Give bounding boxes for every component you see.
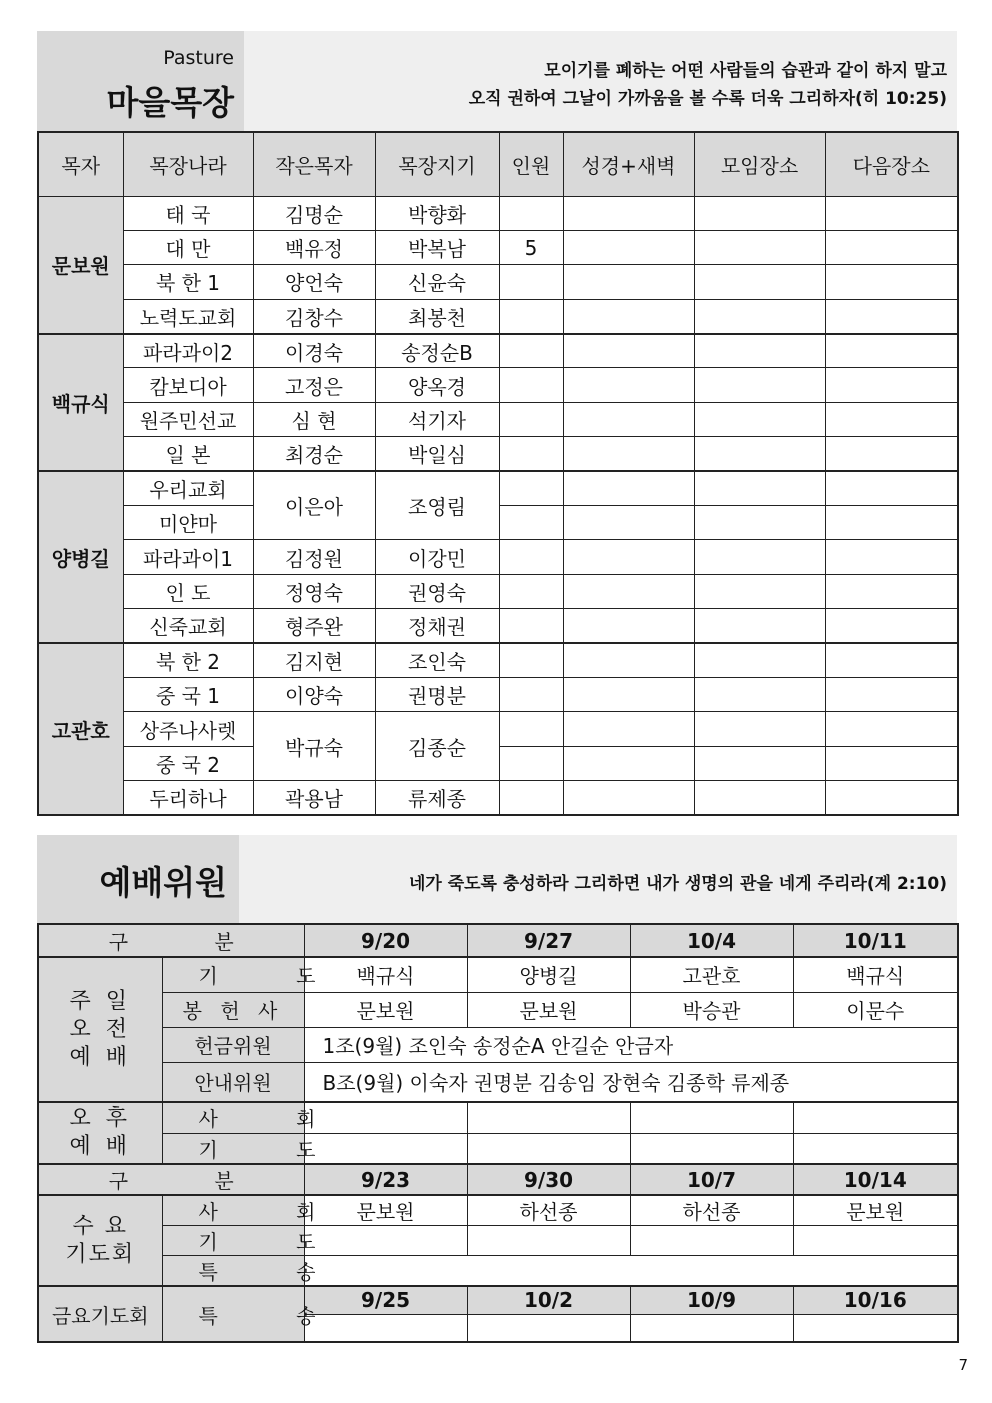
next-place-cell [825,609,958,643]
country-cell: 태 국 [123,196,253,230]
pastor-cell: 고관호 [38,643,123,815]
bible-cell [563,368,694,402]
keeper-cell: 정채권 [375,609,499,643]
keeper-cell: 송정순B [375,334,499,368]
section2-verse: 네가 죽도록 충성하라 그리하면 내가 생명의 관을 네게 주리라(계 2:10) [408,874,947,894]
pasture-header-row [38,132,958,196]
gubun-label: 구 분 [38,924,304,957]
section1-header [37,31,957,131]
empty-cell [630,1314,793,1342]
country-cell: 대 만 [123,230,253,264]
place-cell [694,643,825,677]
count-cell [499,334,563,368]
table-row [38,643,958,677]
place-cell [694,368,825,402]
table-row [38,992,958,1027]
place-cell [694,265,825,299]
count-cell [499,265,563,299]
keeper-cell: 석기자 [375,402,499,436]
sub-pastor-cell: 김창수 [253,299,375,333]
next-place-cell [825,746,958,780]
next-place-cell [825,540,958,574]
country-cell: 캄보디아 [123,368,253,402]
date-cell: 9/23 [304,1164,467,1195]
bible-cell [563,540,694,574]
col-sub-pastor: 작은목자 [253,132,375,196]
sub-pastor-cell: 김명순 [253,196,375,230]
table-row [38,471,958,505]
date-cell: 10/14 [793,1164,958,1195]
keeper-cell: 조영림 [375,471,499,540]
date-cell: 9/20 [304,924,467,957]
table-row [38,781,958,815]
sub-pastor-cell: 백유정 [253,230,375,264]
keeper-cell: 박향화 [375,196,499,230]
table-row [38,957,958,992]
sub-pastor-cell: 박규숙 [253,712,375,781]
next-place-cell [825,402,958,436]
count-cell [499,643,563,677]
section1-eng-title: Pasture [163,47,234,69]
keeper-cell: 박일심 [375,437,499,471]
table-row [38,402,958,436]
table-row [38,299,958,333]
special-label: 특 송 [162,1286,304,1342]
next-place-cell [825,299,958,333]
wed-label: 수 요 기도회 [38,1195,162,1286]
section1-verse-line2: 오직 권하여 그날이 가까움을 볼 수록 더욱 그리하자(히 10:25) [468,89,947,109]
next-place-cell [825,574,958,608]
count-cell [499,540,563,574]
count-cell [499,609,563,643]
place-cell [694,540,825,574]
host-cell: 문보원 [793,1195,958,1226]
place-cell [694,402,825,436]
table-row [38,1102,958,1133]
sub-pastor-cell: 이은아 [253,471,375,540]
section1-title: 마을목장 [106,83,234,122]
keeper-cell: 류제종 [375,781,499,815]
bible-cell [563,677,694,711]
special-label: 특 송 [162,1256,304,1287]
usher-label: 안내위원 [162,1062,304,1102]
offering-cell: 박승관 [630,992,793,1027]
country-cell: 중 국 1 [123,677,253,711]
empty-cell [793,1133,958,1164]
col-keeper: 목장지기 [375,132,499,196]
place-cell [694,230,825,264]
count-cell [499,712,563,746]
count-cell [499,299,563,333]
count-cell: 5 [499,230,563,264]
empty-cell [304,1256,958,1287]
section1-verse-line1: 모이기를 폐하는 어떤 사람들의 습관과 같이 하지 말고 [544,61,947,81]
offering-cell: 이문수 [793,992,958,1027]
sub-pastor-cell: 양언숙 [253,265,375,299]
country-cell: 파라과이2 [123,334,253,368]
next-place-cell [825,265,958,299]
sunday-date-row [38,924,958,957]
table-row [38,1062,958,1102]
place-cell [694,574,825,608]
section1-title-box [37,31,244,131]
keeper-cell: 최봉천 [375,299,499,333]
next-place-cell [825,230,958,264]
keeper-cell: 양옥경 [375,368,499,402]
offering-cell: 문보원 [467,992,630,1027]
table-row [38,574,958,608]
place-cell [694,677,825,711]
count-cell [499,781,563,815]
sub-pastor-cell: 심 현 [253,402,375,436]
prayer-cell: 양병길 [467,957,630,992]
country-cell: 신죽교회 [123,609,253,643]
page-number: 7 [958,1356,968,1374]
keeper-cell: 이강민 [375,540,499,574]
table-row [38,609,958,643]
next-place-cell [825,334,958,368]
empty-cell [630,1133,793,1164]
host-label: 사 회 [162,1195,304,1226]
next-place-cell [825,712,958,746]
place-cell [694,712,825,746]
empty-cell [467,1133,630,1164]
next-place-cell [825,677,958,711]
next-place-cell [825,471,958,505]
prayer-cell: 백규식 [304,957,467,992]
keeper-cell: 권영숙 [375,574,499,608]
col-pastor: 목자 [38,132,123,196]
count-cell [499,368,563,402]
col-country: 목장나라 [123,132,253,196]
count-cell [499,196,563,230]
bible-cell [563,299,694,333]
place-cell [694,334,825,368]
money-label: 헌금위원 [162,1027,304,1062]
sub-pastor-cell: 정영숙 [253,574,375,608]
sub-pastor-cell: 김정원 [253,540,375,574]
bible-cell [563,196,694,230]
pastor-cell: 백규식 [38,334,123,472]
place-cell [694,746,825,780]
sub-pastor-cell: 이경숙 [253,334,375,368]
pastor-cell: 문보원 [38,196,123,334]
bible-cell [563,781,694,815]
sub-pastor-cell: 형주완 [253,609,375,643]
bible-cell [563,746,694,780]
country-cell: 인 도 [123,574,253,608]
next-place-cell [825,437,958,471]
country-cell: 상주나사렛 [123,712,253,746]
table-row [38,1195,958,1226]
empty-cell [467,1314,630,1342]
place-cell [694,196,825,230]
bible-cell [563,437,694,471]
money-members: 1조(9월) 조인숙 송정순A 안길순 안금자 [304,1027,958,1062]
count-cell [499,471,563,505]
country-cell: 북 한 1 [123,265,253,299]
place-cell [694,781,825,815]
table-row [38,677,958,711]
host-cell: 문보원 [304,1195,467,1226]
offering-label: 봉 헌 사 [162,992,304,1027]
table-row [38,334,958,368]
empty-cell [467,1226,630,1256]
fri-date-row [38,1286,958,1314]
bible-cell [563,230,694,264]
section2-title: 예배위원 [99,863,227,902]
next-place-cell [825,506,958,540]
place-cell [694,299,825,333]
empty-cell [793,1226,958,1256]
bible-cell [563,643,694,677]
col-bible: 성경+새벽 [563,132,694,196]
bible-cell [563,471,694,505]
empty-cell [467,1102,630,1133]
host-cell: 하선종 [630,1195,793,1226]
date-cell: 9/25 [304,1286,467,1314]
table-row [38,230,958,264]
gubun-label: 구 분 [38,1164,304,1195]
count-cell [499,746,563,780]
section2-verse-box [239,835,957,923]
table-row [38,437,958,471]
pastor-cell: 양병길 [38,471,123,643]
usher-members: B조(9월) 이숙자 권명분 김송임 장현숙 김종학 류제종 [304,1062,958,1102]
sub-pastor-cell: 곽용남 [253,781,375,815]
table-row [38,368,958,402]
fri-label: 금요기도회 [38,1286,162,1342]
count-cell [499,437,563,471]
prayer-cell: 고관호 [630,957,793,992]
country-cell: 노력도교회 [123,299,253,333]
empty-cell [630,1102,793,1133]
prayer-label: 기 도 [162,1133,304,1164]
col-place: 모임장소 [694,132,825,196]
country-cell: 중 국 2 [123,746,253,780]
table-row [38,196,958,230]
prayer-cell: 백규식 [793,957,958,992]
offering-cell: 문보원 [304,992,467,1027]
date-cell: 10/9 [630,1286,793,1314]
next-place-cell [825,643,958,677]
sunday-label: 주 일 오 전 예 배 [38,957,162,1102]
bible-cell [563,334,694,368]
place-cell [694,609,825,643]
table-row [38,1226,958,1256]
sub-pastor-cell: 최경순 [253,437,375,471]
table-row [38,540,958,574]
count-cell [499,574,563,608]
afternoon-label: 오 후 예 배 [38,1102,162,1164]
bible-cell [563,712,694,746]
next-place-cell [825,781,958,815]
date-cell: 10/4 [630,924,793,957]
wed-date-row [38,1164,958,1195]
date-cell: 10/2 [467,1286,630,1314]
table-row [38,1027,958,1062]
sub-pastor-cell: 김지현 [253,643,375,677]
place-cell [694,471,825,505]
empty-cell [793,1314,958,1342]
next-place-cell [825,196,958,230]
sub-pastor-cell: 고정은 [253,368,375,402]
count-cell [499,402,563,436]
date-cell: 10/11 [793,924,958,957]
bible-cell [563,265,694,299]
empty-cell [793,1102,958,1133]
keeper-cell: 김종순 [375,712,499,781]
country-cell: 두리하나 [123,781,253,815]
keeper-cell: 권명분 [375,677,499,711]
keeper-cell: 조인숙 [375,643,499,677]
bible-cell [563,574,694,608]
section1-verse-box [244,31,957,131]
keeper-cell: 신윤숙 [375,265,499,299]
date-cell: 9/27 [467,924,630,957]
keeper-cell: 박복남 [375,230,499,264]
bible-cell [563,609,694,643]
place-cell [694,506,825,540]
col-count: 인원 [499,132,563,196]
bible-cell [563,506,694,540]
table-row [38,1133,958,1164]
date-cell: 9/30 [467,1164,630,1195]
prayer-label: 기 도 [162,1226,304,1256]
table-row [38,1256,958,1287]
host-cell: 하선종 [467,1195,630,1226]
country-cell: 파라과이1 [123,540,253,574]
country-cell: 일 본 [123,437,253,471]
sub-pastor-cell: 이양숙 [253,677,375,711]
table-row [38,712,958,746]
bible-cell [563,402,694,436]
worship-table [37,923,959,1343]
host-label: 사 회 [162,1102,304,1133]
section2-title-box [37,835,239,923]
empty-cell [630,1226,793,1256]
country-cell: 북 한 2 [123,643,253,677]
country-cell: 미얀마 [123,506,253,540]
count-cell [499,506,563,540]
pasture-table [37,131,959,816]
table-row [38,265,958,299]
date-cell: 10/16 [793,1286,958,1314]
count-cell [499,677,563,711]
country-cell: 우리교회 [123,471,253,505]
country-cell: 원주민선교 [123,402,253,436]
place-cell [694,437,825,471]
next-place-cell [825,368,958,402]
prayer-label: 기 도 [162,957,304,992]
section2-header [37,835,957,923]
col-next-place: 다음장소 [825,132,958,196]
date-cell: 10/7 [630,1164,793,1195]
